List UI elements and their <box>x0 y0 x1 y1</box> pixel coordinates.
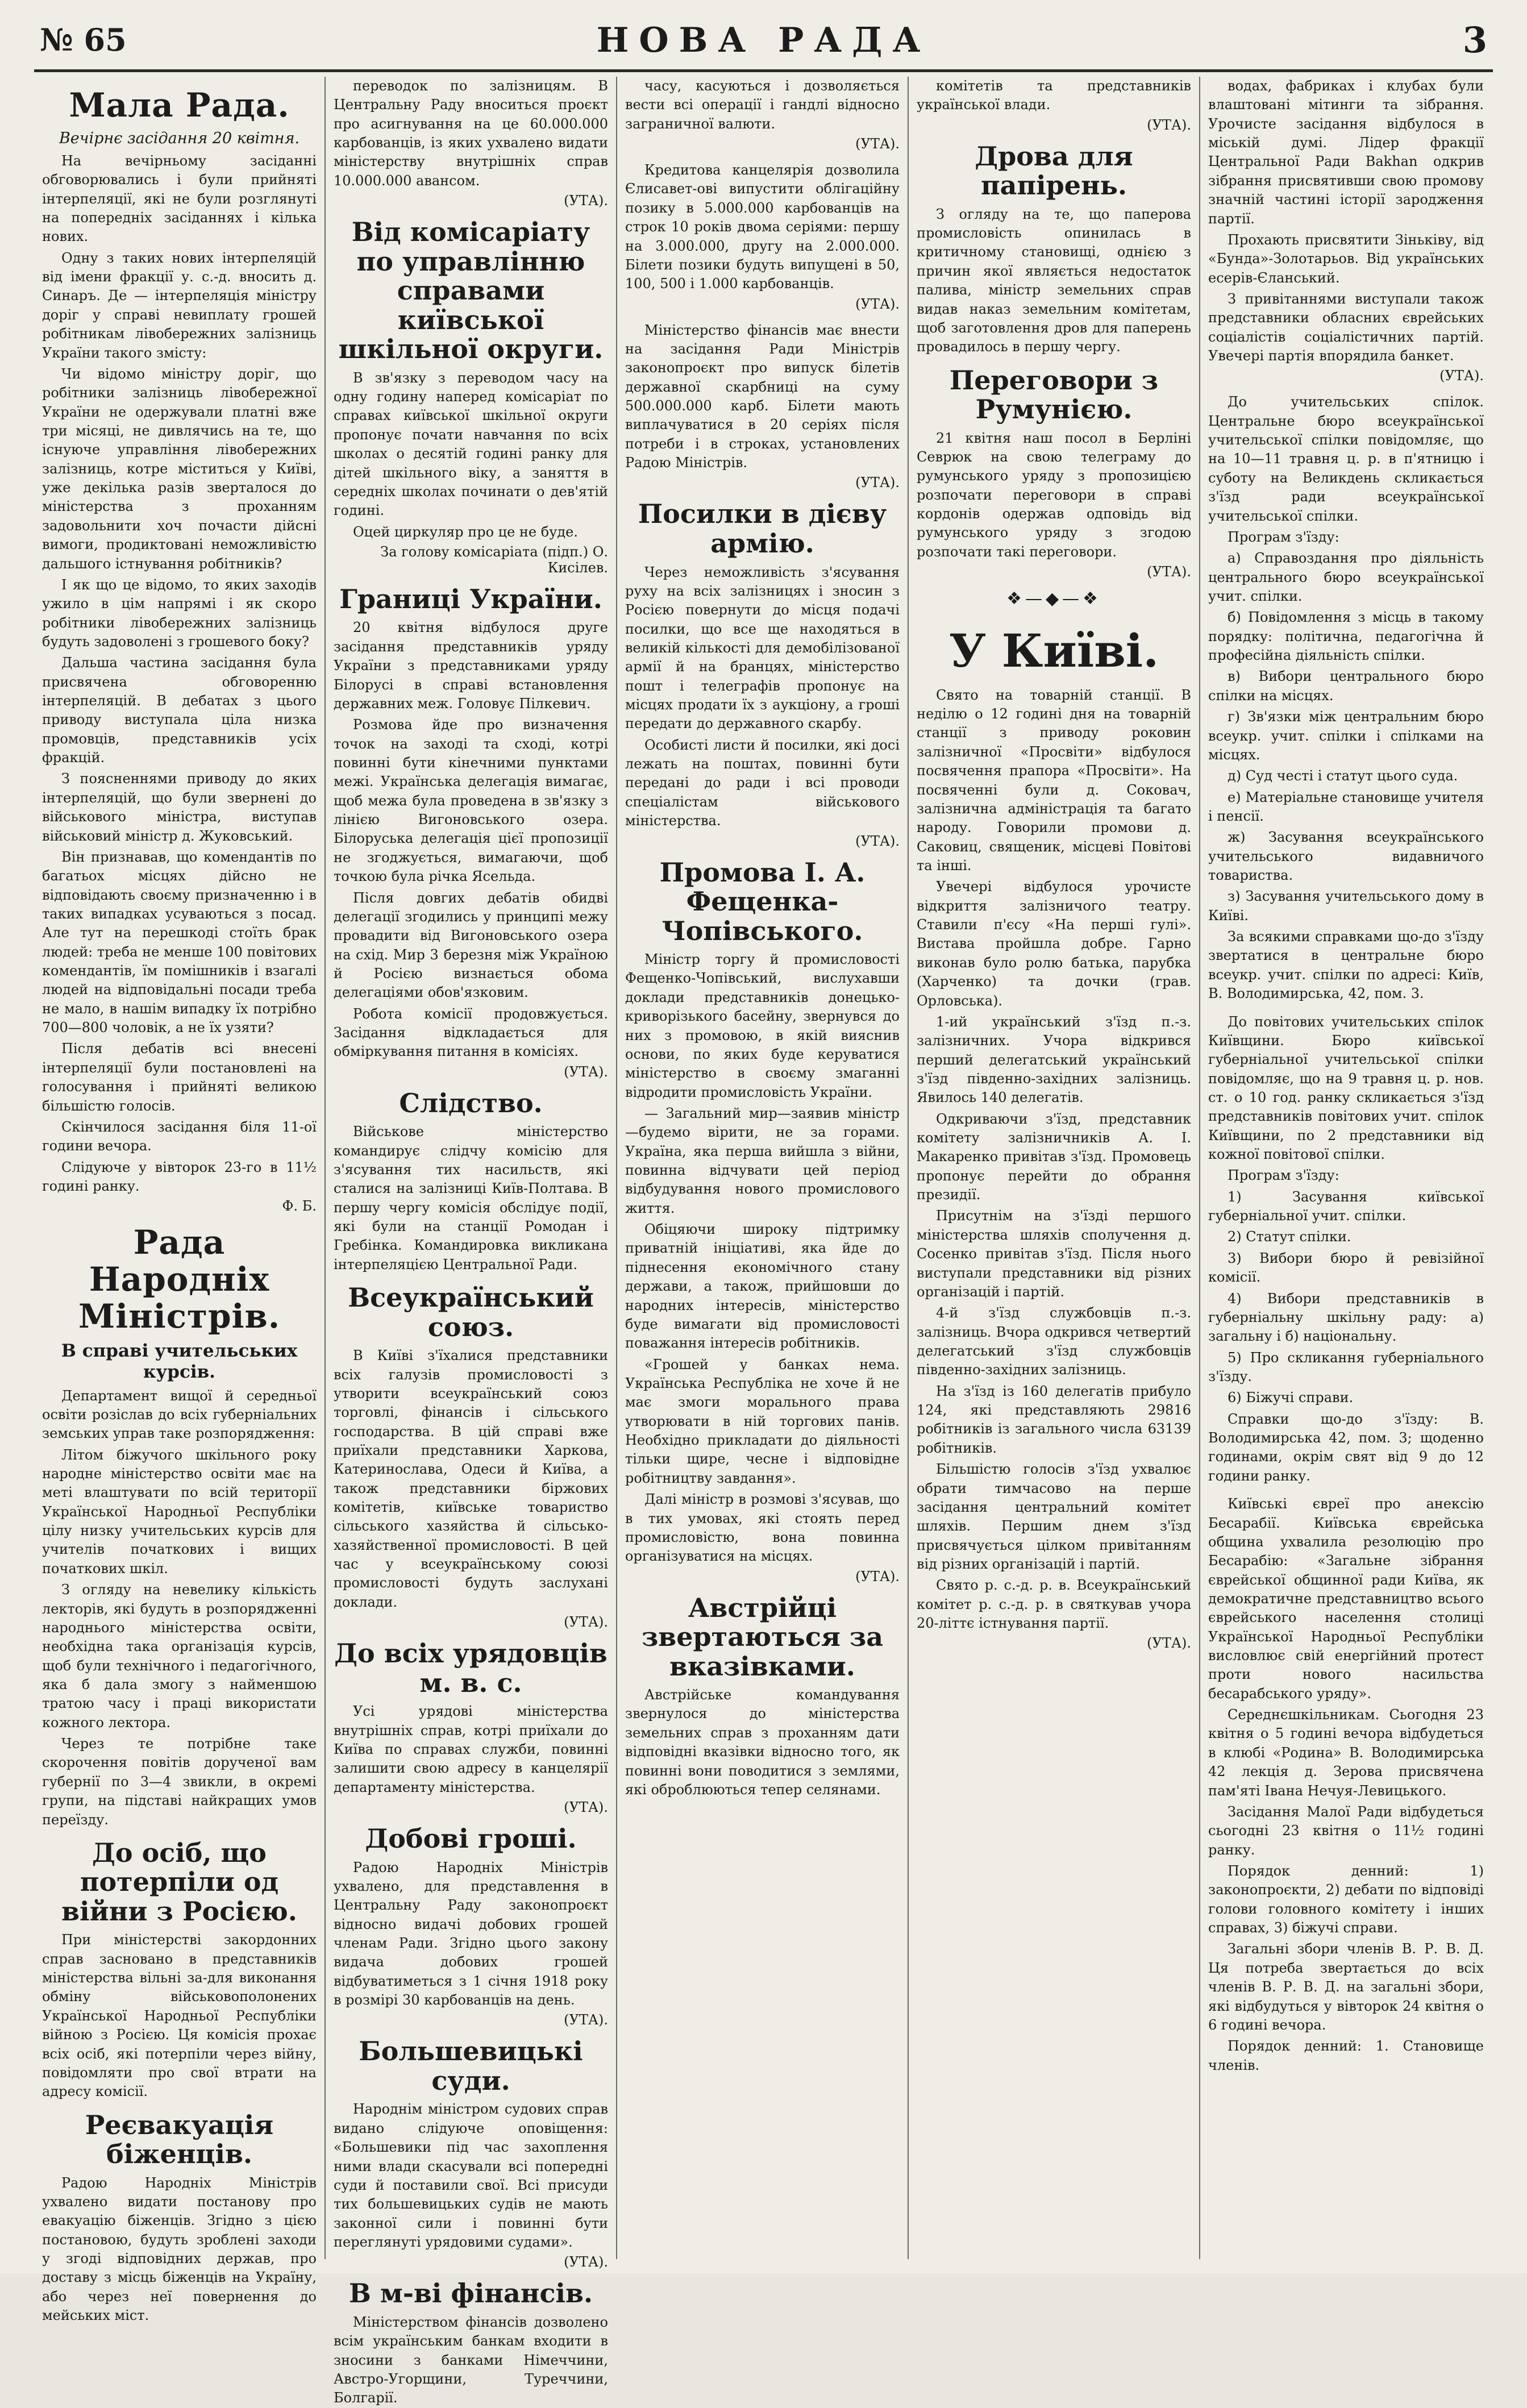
paragraph: Кредитова канцелярія дозволила Єлисавет-ові випустити облігаційну позику в 5.000.000 карбованців на строк 10 років двома серіями: першу на 3.000.000, другу на 2.000.000. Білети позики будуть випущені в 50, 100, 500 і 1.000 карбованців. <box>625 162 900 292</box>
paragraph: 6) Біжучі справи. <box>1228 1390 1354 1406</box>
article <box>625 77 900 152</box>
agency-tag: (УТА). <box>1147 564 1191 580</box>
article <box>334 585 608 1080</box>
paragraph: Міністерство фінансів має внести на засідання Ради Міністрів законопроєкт про випуск білетів державної скарбниці на суму 500.000.000 карб. Білети мають виплачуватися в 20 серіях після потреби і в строках, установлених Радою Міністрів. <box>625 322 900 471</box>
article <box>917 366 1191 580</box>
paragraph: Прохають присвятити Зіньківу, від «Бунда»-Золотарьов. Від українських есерів-Єланський. <box>1208 231 1484 286</box>
article-heading: До осіб, що потерпіли од війни з Росією. <box>61 1837 297 1927</box>
paragraph: Через те потрібне таке скорочення повітів дорученої вам губернії по 3—4 звикли, в окремі групи, на підставі найкращих умов переїзду. <box>42 1736 317 1828</box>
paragraph: Літом біжучого шкільного року народне міністерство освіти має на меті влаштувати по всій території Української Народньої Республіки цілу низку учительських курсів для учителів початкових і вищих початкових шкіл. <box>42 1446 317 1577</box>
paragraph: «Грошей у банках нема. Українська Республіка не хоче й не має змоги морального права утворювати в ній торгових панів. Необхідно прикладати до діяльності тільки щире, чесне і відповідне робітництву завдання». <box>625 1356 900 1486</box>
paragraph: Дальша частина засідання була присвячена обговоренню інтерпеляцій. В дебатах з цього приводу виступала ціла низка промовців, представників усіх фракцій. <box>42 655 317 766</box>
paragraph: Більшістю голосів з'їзд ухвалює обрати тимчасово на перше засідання центральний комітет шляхів. Першим днем з'їзд присвячується цілком привітанням від різних організацій і партій. <box>917 1461 1191 1572</box>
article-heading: Реєвакуація біженців. <box>85 2109 274 2170</box>
article-heading: Большевицькі суди. <box>359 2036 583 2096</box>
agency-tag: (УТА). <box>1147 117 1191 133</box>
article <box>1208 77 1484 384</box>
article <box>334 218 608 576</box>
paragraph: 1) Засування київської губерніальної учит. спілки. <box>1208 1188 1484 1224</box>
article <box>334 1639 608 1815</box>
paragraph: Порядок денний: 1) законопроєкти, 2) дебати по відповіді голови головного комітету і інших справах, 3) біжучі справи. <box>1208 1862 1484 1936</box>
paragraph: Свято р. с.-д. р. в. Всеукраїнський комітет р. с.-д. р. в святкував учора 20-літтє істнування партії. <box>917 1577 1191 1632</box>
paragraph: Справки що-до з'їзду: В. Володимирська 42, пом. 3; щоденно годинами, окрім свят від 9 до 12 години ранку. <box>1208 1411 1484 1484</box>
article <box>917 142 1191 357</box>
paragraph: з) Засування учительського дому в Київі. <box>1208 888 1484 924</box>
paragraph: 5) Про скликання губерніального з'їзду. <box>1208 1349 1484 1384</box>
article <box>625 1594 900 1800</box>
paragraph: Міністр торгу й промисловості Фещенко-Чопівський, вислухавши доклади представників донецько-криворізького басейну, звернувся до них з промовою, в якій вияснив основи, по яких буде керуватися міністерство в своєму змаганні відродити промисловість України. <box>625 951 900 1100</box>
agency-tag: (УТА). <box>564 1063 608 1080</box>
paragraph: Оцей циркуляр про це не буде. <box>353 523 578 540</box>
article <box>625 161 900 312</box>
article-heading: В м-ві фінансів. <box>349 2278 593 2309</box>
paragraph: Після довгих дебатів обидві делегації згодились у принципі межу провадити від Вигоновського озера на схід. Мир 3 березня між Україною й Росією визнається обома делегаціями обов'язковим. <box>334 889 608 1001</box>
paragraph: Середнєшкільникам. Сьогодня 23 квітня о 5 годині вечора відбудеться в клюбі «Родина» В. Володимирська 42 лекція д. Зерова присвячена пам'яті Івана Нечуя-Левицького. <box>1208 1707 1484 1799</box>
article <box>334 1824 608 2028</box>
agency-tag: (УТА). <box>855 296 900 312</box>
paragraph: При міністерстві закордонних справ засновано в представників міністерства вільні за-для виконання обміну військовополонених Української Народньої Республіки війною з Росією. Ця комісія прохає всіх осіб, які потерпіли через війну, повідомляти про свої втрати на адресу комісії. <box>42 1932 317 2100</box>
paragraph: Народнім міністром судових справ видано слідуюче оповіщення: «Большевики під час захоплення ними влади скасували всі попередні суди й поставили свої. Всі присуди тих большевицьких судів не мають законної сили і повинні бути переглянуті урядовими судами». <box>334 2101 608 2250</box>
paragraph: З огляду на те, що паперова промисловість опинилась в критичному становищі, однією з причин якої являється недостаток палива, міністр земельних справ видав наказ земельним комітетам, щоб заготовлення дров для паперень провадилось в першу чергу. <box>917 206 1191 355</box>
article-heading: Добові гроші. <box>365 1823 577 1854</box>
paragraph: Загальні збори членів В. Р. В. Д. Ця потреба звертається до всіх членів В. Р. В. Д. на загальні збори, які відбудуться у вівторок 24 квітня о 6 годині вечора. <box>1208 1941 1484 2033</box>
paragraph: переводок по залізницям. В Центральну Раду вноситься проєкт про асигнування на це 60.000.000 карбованців, із яких ухвалено видати міністерству внутрішніх справ 10.000.000 авансом. <box>334 78 608 189</box>
paragraph: Київські євреї про анексію Бесарабії. Київська єврейська община ухвалила резолюцію про Бесарабію: «Загальне зібрання єврейської общинної ради Київа, як демократичне представництво всього єврейського населення столиці Української Народньої Республіки висловлює свій енергійний протест проти нового насильства бесарабського уряду». <box>1208 1496 1484 1702</box>
paragraph: За всякими справками що-до з'їзду звертатися в центральне бюро всеукр. учит. спілки по адресі: Київ, В. Володимирська, 42, пом. 3. <box>1208 929 1484 1002</box>
paragraph: До повітових учительських спілок Київщини. Бюро київської губерніальної учительської спілки повідомляє, що на 9 травня ц. р. нов. ст. о 10 год. ранку скликається з'їзд представників повітових учит. спілок Київщини, по 2 представники від кожної повітової спілки. <box>1208 1013 1484 1163</box>
column-4 <box>909 77 1200 2259</box>
article <box>42 2111 317 2326</box>
paragraph: І як що це відомо, то яких заходів ужило в цім напрямі і як скоро робітники лівобережних залізниць будуть задоволені з грошевого боку? <box>42 576 317 650</box>
agency-tag: (УТА). <box>564 1799 608 1816</box>
paragraph: б) Повідомлення з місць в такому порядку: політична, педагогічна й професійна діяльність спілки. <box>1208 609 1484 664</box>
agency-tag: (УТА). <box>1147 1635 1191 1652</box>
paragraph: — Загальний мир—заявив міністр —будемо вірити, не за горами. Україна, яка перша вийшла з війни, повинна відчувати цей період відбудування нового промислового життя. <box>625 1105 900 1216</box>
paragraph: 2) Статут спілки. <box>1228 1229 1351 1245</box>
paragraph: 4-й з'їзд службовців п.-з. залізниць. Вчора одкрився четвертий делегатський з'їзд службовців південно-західних залізниць. <box>917 1305 1191 1378</box>
column-3 <box>617 77 909 2259</box>
article <box>334 2279 608 2407</box>
paragraph: 21 квітня наш посол в Берліні Севрюк на свою телеграму до румунського уряду з пропозицією розпочати переговори в справі кордонів одержав одповідь від румунського уряду з згодою розпочати такі переговори. <box>917 430 1191 560</box>
paragraph: Радою Народніх Міністрів ухвалено видати постанову про евакуацію біженців. Згідно з цією постановою, будуть зроблені заходи у згоді відповідних держав, про доставу з місць біженців на Україну, або через неї повернення до мейських міст. <box>42 2174 317 2324</box>
paragraph: Робота комісії продовжується. Засідання відкладається для обміркування питання в комісіях. <box>334 1005 608 1060</box>
article <box>625 500 900 849</box>
article-heading: У Київі. <box>948 624 1159 678</box>
agency-tag: (УТА). <box>855 136 900 152</box>
paragraph: Скінчилося засідання біля 11-ої години вечора. <box>42 1118 317 1154</box>
agency-tag: (УТА). <box>855 475 900 491</box>
paragraph: Одну з таких нових інтерпеляцій від імени фракції у. с.-д. вносить д. Синаръ. Де — інтерпеляція міністру доріг у справі невиплату грошей робітникам лівобережних залізниць України такого змісту: <box>42 249 317 361</box>
article <box>1208 393 1484 1003</box>
article-heading: Мала Рада. <box>69 86 290 124</box>
article-heading: Промова І. А. Фещенка-Чопівського. <box>659 856 866 946</box>
article <box>42 1224 317 1829</box>
paragraph: Далі міністр в розмові з'ясував, що в тих умовах, які стоять перед промисловістю, вона повинна організуватися на місцях. <box>625 1491 900 1565</box>
paragraph: Міністерством фінансів дозволено всім українським банкам входити в зносини з банками Німеччини, Австро-Угорщини, Туреччини, Болгарії. <box>334 2314 608 2406</box>
paragraph: комітетів та представників української влади. <box>917 78 1191 113</box>
article-heading: Посилки в дієву армію. <box>638 498 887 559</box>
column-5 <box>1200 77 1492 2259</box>
page-number: 3 <box>1462 19 1487 61</box>
paragraph: Усі урядові міністерства внутрішніх справ, котрі приїхали до Київа по справах служби, повинні залишити свою адресу в канцелярії департаменту міністерства. <box>334 1703 608 1795</box>
article <box>42 1839 317 2102</box>
article-heading: Дрова для папірень. <box>975 140 1133 201</box>
paragraph: в) Вибори центрального бюро спілки на місцях. <box>1208 668 1484 704</box>
paragraph: 20 квітня відбулося друге засідання представників уряду України з представниками уряду Білорусі в справі встановлення державних меж. Головує Пілкевич. <box>334 619 608 712</box>
agency-tag: (УТА). <box>855 1568 900 1584</box>
article-heading: Границі України. <box>339 583 602 614</box>
paragraph: Порядок денний: 1. Становище членів. <box>1208 2038 1484 2073</box>
agency-tag: (УТА). <box>855 833 900 849</box>
byline: Ф. Б. <box>282 1198 317 1215</box>
paragraph: Він признавав, що комендантів по багатьох місцях дійсно не відповідають своєму призначенню і в таких випадках усуваються з посад. Але тут на перешкоді стоїть брак людей: треба не менше 100 повітових комендантів, їм помішників і взагалі людей на відповідальні посади треба не мало, в нашім випадку їх потрібно 700—800 чоловік, а не їх узяти? <box>42 849 317 1036</box>
article-heading: До всіх урядовців м. в. с. <box>334 1638 608 1698</box>
paragraph: Особисті листи й посилки, які досі лежать на поштах, повинні бути передані до ради і всі проводи спеціалістам військового міністерства. <box>625 737 900 829</box>
paragraph: В зв'язку з переводом часу на одну годину наперед комісаріат по справах київської шкільної округи пропонує почати навчання по всіх школах о десятій годині ранку для дітей шкільного віку, а заняття в середніх школах починати о дев'ятій годині. <box>334 369 608 519</box>
article <box>334 2037 608 2270</box>
paragraph: Австрійське командування звернулося до міністерства земельних справ з проханням дати відповідні вказівки відносно того, як повинні вони поводитися з землями, які оброблюються тепер селянами. <box>625 1687 900 1798</box>
paragraph: г) Зв'язки між центральним бюро всеукр. учит. спілки і спілками на місцях. <box>1208 709 1484 763</box>
paragraph: Чи відомо міністру доріг, що робітники залізниць лівобережної України не одержували платні вже три місяці, не дивлячись на те, що існуюче управління лівобережних залізниць, котре міститься у Київі, уже декілька разів зверталося до міністерства з проханням задовольнити хоч почасти дійсні вимоги, продиктовані неможливістю дальшого істнування робітників? <box>42 365 317 572</box>
article-heading: Рада Народніх Міністрів. <box>78 1223 281 1336</box>
paragraph: а) Справоздання про діяльність центрального бюро всеукраїнської учит. спілки. <box>1208 550 1484 604</box>
paragraph: Програм з'їзду: <box>1228 1167 1339 1184</box>
paragraph: Засідання Малої Ради відбудеться сьогодні 23 квітня о 11½ годині ранку. <box>1208 1803 1484 1858</box>
paragraph: Одкриваючи з'їзд, представник комітету залізничників А. І. Макаренко привітав з'їзд. Промовець пропонує перейти до обрання президії. <box>917 1111 1191 1203</box>
article <box>917 77 1191 133</box>
agency-tag: (УТА). <box>1439 368 1484 384</box>
paragraph: На з'їзд із 160 делегатів прибуло 124, які представляють 29816 робітників із загального числа 63139 робітників. <box>917 1383 1191 1456</box>
article-heading: Слідство. <box>399 1087 543 1118</box>
paragraph: 4) Вибори представників в губерніальну шкільну раду: а) загальну і б) національну. <box>1208 1290 1484 1345</box>
article-heading: Переговори з Румунією. <box>949 364 1159 425</box>
paragraph: Слідуюче у вівторок 23-го в 11½ годині ранку. <box>42 1159 317 1194</box>
masthead-rule <box>34 69 1493 72</box>
paragraph: Свято на товарній станції. В неділю о 12 годині дня на товарній станції з приводу роковин залізничної «Просвіти» відбулося посвячення прапора «Просвіти». На посвяченні були д. Соковач, залізнична адміністрація та багато народу. Говорили промови д. Саковиц, священик, місцеві Повітові та інші. <box>917 687 1191 874</box>
article <box>334 1283 608 1630</box>
paragraph: Обіцяючи широку підтримку приватній ініціативі, яка йде до піднесення економічного стану держави, а також, прийшовши до народних інтересів, міністерство буде вимагати від промисловості поважання інтересів робітників. <box>625 1221 900 1351</box>
paragraph: ж) Засування всеукраїнського учительського видавничого товариства. <box>1208 829 1484 884</box>
agency-tag: (УТА). <box>564 193 608 209</box>
paragraph: часу, касуються і дозволяється вести всі операції і гандлі відносно заграничної валюти. <box>625 78 900 132</box>
paragraph: Розмова йде про визначення точок на заході та сході, котрі повинні бути кінечними пунктами межі. Українська делегація вимагає, щоб межа була проведена в зв'язку з лінією Вигоновського озера. Білоруська делегація цієї пропозиції не згоджується, вимагаючи, щоб точкою була річка Ясельда. <box>334 717 608 885</box>
article-subtitle: Вечірнє засідання 20 квітня. <box>59 129 300 147</box>
paragraph: З огляду на невелику кількість лекторів, які будуть в розпорядженні народнього міністерства освіти, необхідна така організація курсів, щоб були технічного і педагогічного, яка б дала змогу з найменшою тратою часу і праці використати кожного лектора. <box>42 1582 317 1731</box>
paragraph: З поясненнями приводу до яких інтерпеляцій, що були звернені до військового міністра, виступав військовий міністр д. Жуковський. <box>42 771 317 844</box>
paragraph: В Київі з'їхалися представники всіх галузів промисловості з утворити всеукраїнський союз торговлі, фінансів і сільського господарства. В цій справі вже приїхали представники Харкова, Катеринослава, Одеси й Київа, а також представники біржових комітетів, київське товариство сільського хазяйства й сільсько-хазяйственної промисловості. В цей час у всеукраїнському союзі промисловості будуть заслухані доклади. <box>334 1348 608 1610</box>
article <box>1208 1013 1484 1486</box>
paragraph: На вечірньому засіданні обговорювались і були прийняті інтерпеляції, які не були розглянуті на попередніх засіданнях і кілька нових. <box>42 152 317 245</box>
article-heading: Австрійці звертаються за вказівками. <box>641 1592 884 1682</box>
paragraph: З привітаннями виступали також представники обласних єврейських соціалістів соціалістичних партій. Увечері партія впорядила банкет. <box>1208 290 1484 364</box>
byline: За голову комісаріата (підп.) О. Кисілев. <box>380 543 608 576</box>
agency-tag: (УТА). <box>564 2012 608 2028</box>
columns <box>34 77 1493 2406</box>
article <box>625 858 900 1584</box>
paragraph: Програм з'їзду: <box>1228 529 1339 545</box>
paragraph: Радою Народніх Міністрів ухвалено, для представлення в Центральну Раду законопроєкт відносно видачі добових грошей членам Ради. Згідно цього закону видача добових грошей відбуватиметься з 1 січня 1918 року в розмірі 30 карбованців на день. <box>334 1859 608 2008</box>
article <box>1208 1495 1484 2075</box>
paragraph: Присутнім на з'їзді першого міністерства шляхів сполучення д. Сосенко привітав з'їзд. Після нього виступали представники від різних організацій і партій. <box>917 1208 1191 1300</box>
article-subheading: В справі учительських курсів. <box>61 1341 298 1383</box>
paragraph: Увечері відбулося урочисте відкриття залізничого театру. Ставили п'єсу «На перші гулі». Вистава пройшла добре. Гарно виконав було ролю батька, парубка (Харченко) та дочки (грав. Орловська). <box>917 879 1191 1009</box>
article <box>917 589 1191 1651</box>
masthead <box>34 16 1493 73</box>
agency-tag: (УТА). <box>564 2254 608 2270</box>
article <box>334 1089 608 1274</box>
paragraph: 3) Вибори бюро й ревізійної комісії. <box>1208 1250 1484 1286</box>
article <box>42 87 317 1214</box>
ornament: ❖—◆—❖ <box>1006 589 1101 609</box>
paragraph: 1-ий український з'їзд п.-з. залізничних. Учора відкрився перший делегатський український з'їзд південно-західних залізниць. Явилось 140 делегатів. <box>917 1013 1191 1106</box>
column-1 <box>34 77 326 2324</box>
column-2 <box>326 77 617 2406</box>
paragraph: е) Матеріальне становище учителя і пенсії. <box>1208 789 1484 824</box>
paragraph: Через неможливість з'ясування руху на всіх залізницях і зносин з Росією повернути до місця подачі посилки, що все ще находяться в великій кількості для демобілізованої армії й на бранцях, міністерство пошт і телеграфів пропонує на місцях продати їх з аукціону, а гроші передати до державного скарбу. <box>625 564 900 732</box>
agency-tag: (УТА). <box>564 1614 608 1631</box>
article-heading: Всеукраїнський союз. <box>348 1282 594 1342</box>
paragraph: До учительських спілок. Центральне бюро всеукраїнської учительської спілки повідомляє, що на 10—11 травня ц. р. в п'ятницю і суботу на Великдень скликається з'їзд ради всеукраїнської учительської спілки. <box>1208 394 1484 524</box>
article <box>334 77 608 209</box>
paragraph: Військове міністерство командирує слідчу комісію для з'ясування тих насильств, які сталися на залізниці Київ-Полтава. В першу чергу комісія обслідує події, які були на станції Ромодан і Гребінка. Командировка викликана інтерпеляцією Центральної Ради. <box>334 1124 608 1272</box>
paragraph: д) Суд честі і статут цього суда. <box>1228 768 1458 784</box>
newspaper-title: НОВА РАДА <box>596 20 931 60</box>
issue-number: № 65 <box>40 22 127 58</box>
article-heading: Від комісаріату по управлінню справами київської шкільної округи. <box>338 217 604 365</box>
paragraph: водах, фабриках і клубах були влаштовані мітинги та зібрання. Урочисте засідання відбулося в міській думі. Лідер фракції Центральної Ради Ваkhan одкрив зібрання присвятивши свою промову значній частині історії зародження партії. <box>1208 78 1484 227</box>
article <box>625 321 900 491</box>
paragraph: Після дебатів всі внесені інтерпеляції були постановлені на голосування і прийняті великою більшістю голосів. <box>42 1041 317 1114</box>
paragraph: Департамент вищої й середньої освіти розіслав до всіх губерніальних земських управ таке розпорядження: <box>42 1387 317 1442</box>
